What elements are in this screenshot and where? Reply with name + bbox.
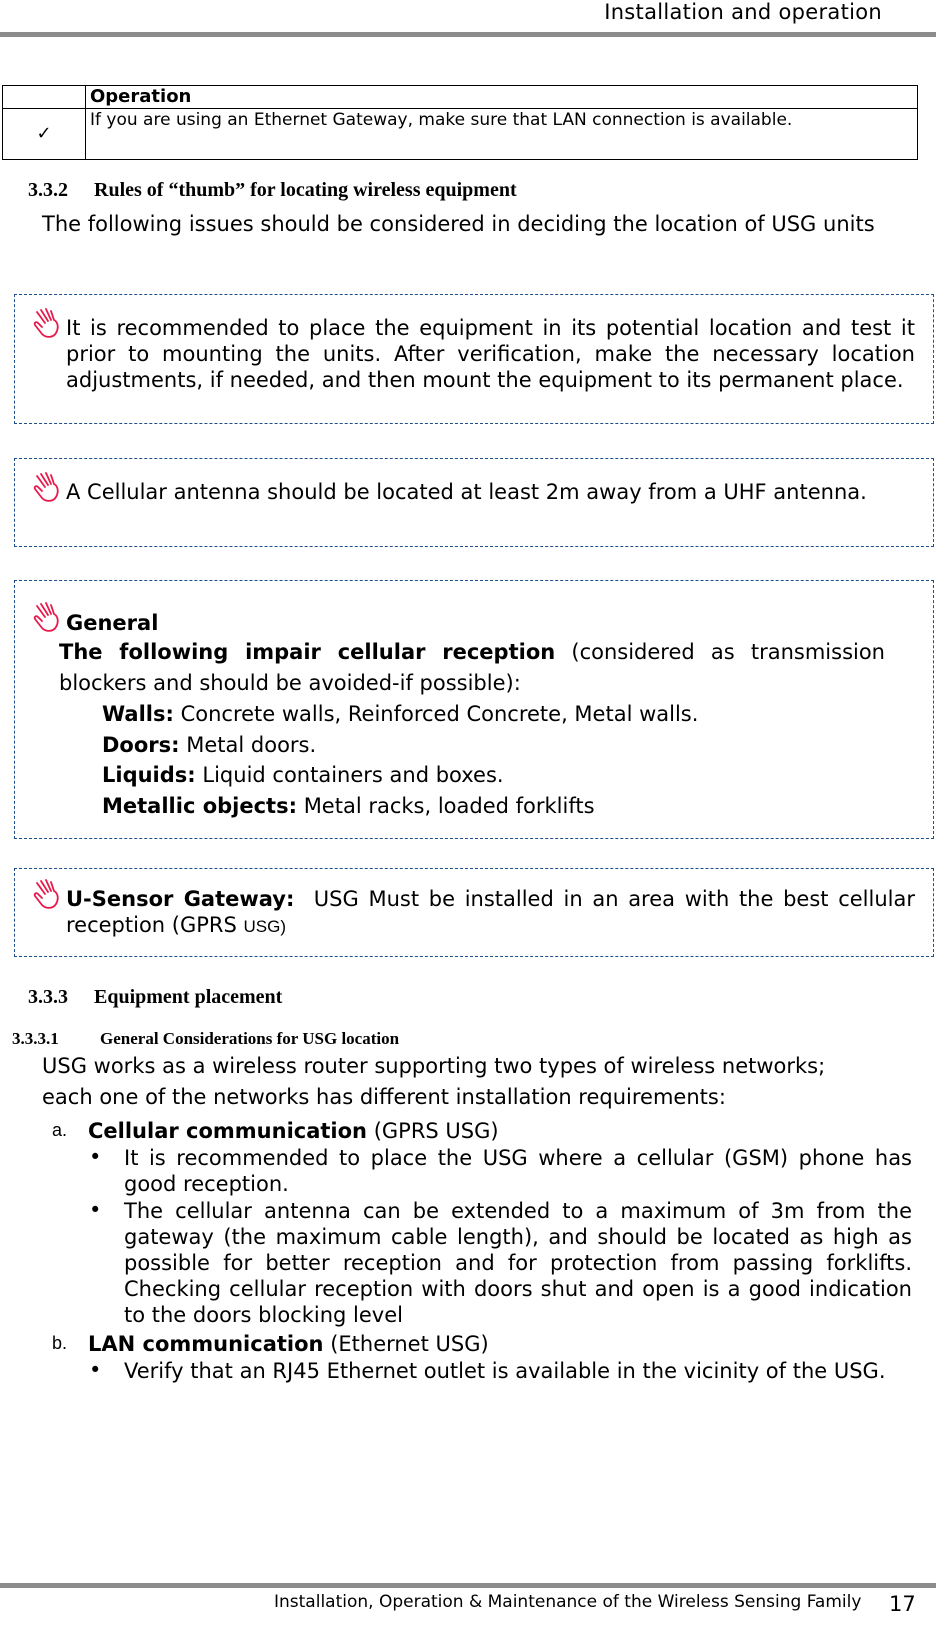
note-box-general bbox=[14, 580, 934, 839]
pointing-hand-icon bbox=[33, 879, 61, 911]
list-letter-a: a. bbox=[52, 1120, 68, 1140]
bullet-icon: • bbox=[89, 1145, 102, 1169]
item-label: Liquids: bbox=[102, 763, 196, 787]
item-text: Concrete walls, Reinforced Concrete, Metal walls. bbox=[180, 702, 699, 726]
gateway-text: USG Must be installed in an area with the best cellular reception (GPRS bbox=[66, 887, 916, 937]
general-item-liquids bbox=[102, 760, 698, 791]
bullet-icon: • bbox=[89, 1358, 102, 1382]
pointing-hand-icon bbox=[33, 602, 61, 634]
note-text bbox=[66, 886, 915, 940]
page-header-title: Installation and operation bbox=[604, 0, 882, 24]
general-items-list bbox=[102, 699, 698, 821]
pointing-hand-icon bbox=[33, 308, 61, 340]
table-header-operation: Operation bbox=[86, 86, 918, 109]
lan-rest: (Ethernet USG) bbox=[330, 1332, 489, 1356]
note-box-gateway bbox=[14, 868, 934, 957]
section-number: 3.3.2 bbox=[28, 179, 68, 201]
intro-line-1: USG works as a wireless router supporting two types of wireless networks; bbox=[42, 1054, 826, 1078]
lan-title: LAN communication bbox=[88, 1332, 324, 1356]
page-number: 17 bbox=[889, 1592, 916, 1616]
item-text: Metal doors. bbox=[186, 732, 317, 757]
item-text: Liquid containers and boxes. bbox=[202, 763, 504, 787]
operation-table bbox=[2, 85, 918, 160]
pointing-hand-icon bbox=[33, 472, 61, 504]
list-letter-b: b. bbox=[52, 1333, 68, 1353]
general-lead bbox=[59, 637, 885, 699]
note-text: A Cellular antenna should be located at least 2m away from a UHF antenna. bbox=[66, 480, 867, 504]
footer-rule bbox=[0, 1583, 936, 1588]
intro-line-2: each one of the networks has different installation requirements: bbox=[42, 1085, 726, 1109]
list-item-cellular bbox=[88, 1118, 499, 1144]
bullet-icon: • bbox=[89, 1198, 102, 1222]
general-title: General bbox=[66, 611, 159, 635]
item-label: Doors: bbox=[102, 732, 180, 757]
table-header-empty-cell bbox=[3, 86, 86, 109]
note-text: It is recommended to place the equipment in its potential location and test it prior to mounting the units. After verification, make the necessary location adjustments, if needed, and then mount the equipment to its permanent place. bbox=[66, 316, 915, 392]
operation-row-text: If you are using an Ethernet Gateway, make sure that LAN connection is available. bbox=[86, 109, 918, 160]
general-lead-line1 bbox=[59, 637, 885, 668]
item-text: Metal racks, loaded forklifts bbox=[303, 793, 595, 818]
section-number: 3.3.3 bbox=[28, 986, 68, 1008]
cellular-rest: (GPRS USG) bbox=[373, 1119, 499, 1143]
subsection-intro bbox=[42, 1051, 825, 1113]
list-item-lan bbox=[88, 1331, 489, 1357]
section-title: Equipment placement bbox=[94, 986, 283, 1008]
subsection-number: 3.3.3.1 bbox=[12, 1029, 59, 1048]
check-mark-icon: ✓ bbox=[3, 109, 86, 160]
subsection-heading-3331 bbox=[12, 1029, 399, 1049]
item-label: Walls: bbox=[102, 702, 174, 726]
general-lead-line2: blockers and should be avoided-if possible): bbox=[59, 671, 521, 695]
header-rule bbox=[0, 32, 936, 37]
general-item-doors bbox=[102, 730, 698, 761]
general-lead-rest: (considered as transmission bbox=[571, 640, 885, 664]
section-heading-332 bbox=[28, 179, 517, 202]
cellular-bullet-2: The cellular antenna can be extended to a maximum of 3m from the gateway (the maximum cable length), and should be located as high as possible for better reception and for protection from passing forklifts. Checking cellular reception with doors shut and open is a good indication to the doors blocking level bbox=[124, 1199, 912, 1327]
gateway-label: U-Sensor Gateway: bbox=[66, 887, 295, 911]
subsection-title: General Considerations for USG location bbox=[100, 1029, 400, 1048]
general-item-walls bbox=[102, 699, 698, 730]
gateway-tail: USG) bbox=[243, 917, 287, 936]
footer-text: Installation, Operation & Maintenance of the Wireless Sensing Family bbox=[274, 1592, 862, 1612]
note-box-antenna bbox=[14, 458, 934, 547]
section-title: Rules of “thumb” for locating wireless equipment bbox=[94, 179, 517, 201]
section-intro: The following issues should be considered in deciding the location of USG units bbox=[42, 212, 875, 236]
general-item-metallic bbox=[102, 791, 698, 822]
section-heading-333 bbox=[28, 986, 282, 1009]
cellular-title: Cellular communication bbox=[88, 1119, 368, 1143]
item-label: Metallic objects: bbox=[102, 793, 297, 818]
general-lead-bold: The following impair cellular reception bbox=[59, 640, 556, 664]
note-box-recommendation bbox=[14, 294, 934, 424]
cellular-bullet-1: It is recommended to place the USG where a cellular (GSM) phone has good reception. bbox=[124, 1146, 912, 1196]
lan-bullet-1: Verify that an RJ45 Ethernet outlet is available in the vicinity of the USG. bbox=[124, 1359, 886, 1383]
